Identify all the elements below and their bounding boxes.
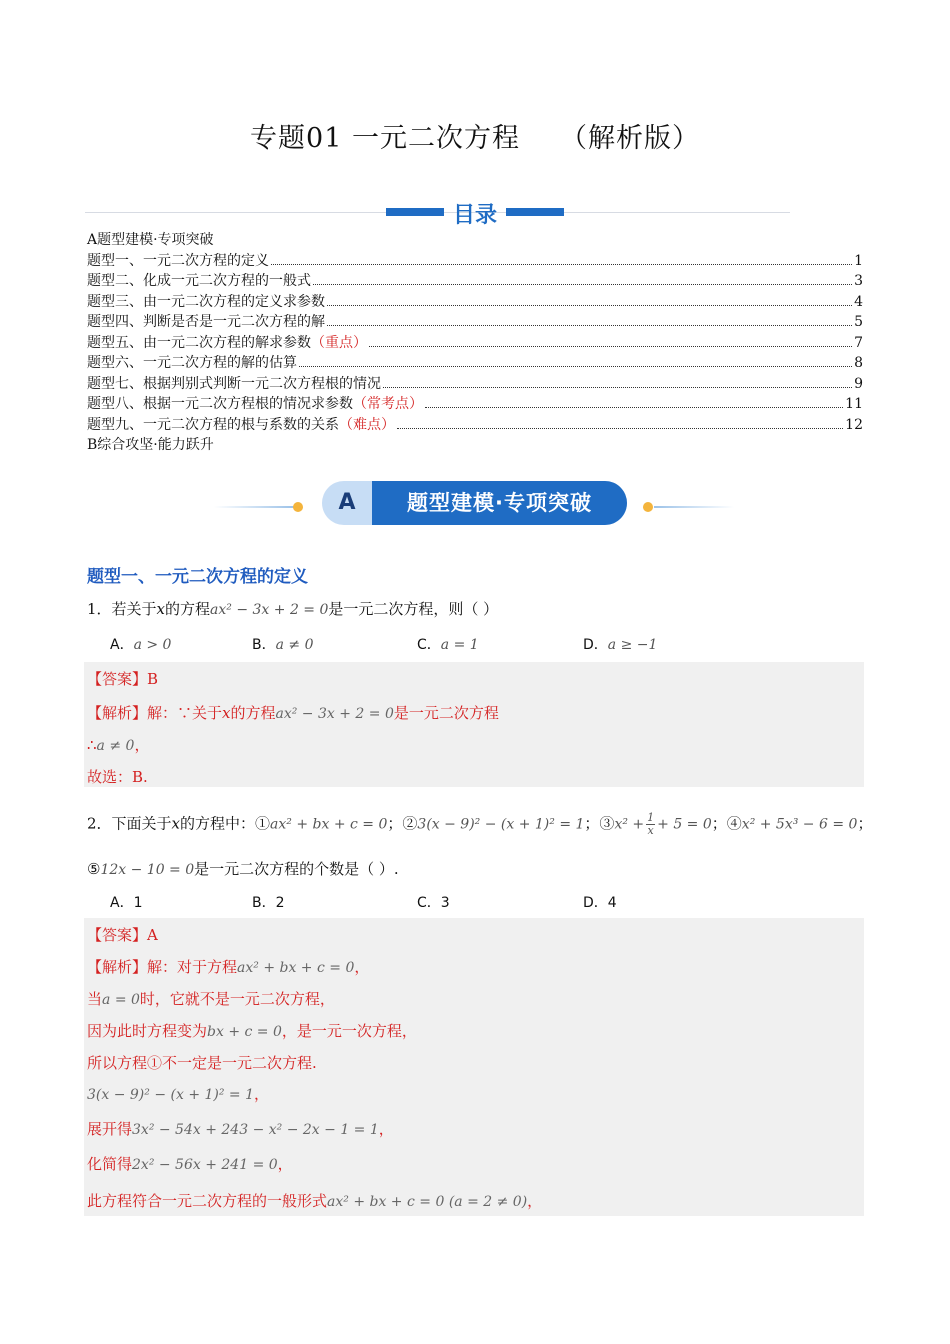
toc-bar-left <box>386 208 444 216</box>
option-label: B． <box>252 895 276 911</box>
a6-end: ， <box>378 1120 394 1138</box>
banner-line-left <box>214 506 294 508</box>
toc-section-b[interactable] <box>87 435 863 456</box>
toc-item[interactable] <box>87 251 863 272</box>
q1-analysis-suffix: 是一元二次方程 <box>393 704 499 722</box>
option-value: a ≠ 0 <box>275 637 314 653</box>
q2-line2-prefix: ⑤ <box>87 860 101 878</box>
q2-mid: 的方程中：① <box>180 814 271 833</box>
option-label: A． <box>110 637 134 653</box>
q1-prefix: 1．若关于 <box>87 600 157 618</box>
q1-answer-box <box>84 662 864 787</box>
toc-item-label: 题型六、一元二次方程的解的估算 <box>87 355 297 371</box>
q1-analysis-var: x <box>222 704 231 722</box>
q2-analysis-line2 <box>87 988 335 1009</box>
toc-item-page: 9 <box>854 375 863 392</box>
toc-item-page: 11 <box>845 396 863 412</box>
toc-item-label: 题型五、由一元二次方程的解求参数 <box>87 334 311 351</box>
toc-item[interactable] <box>87 292 863 313</box>
toc-item-page: 1 <box>854 252 863 269</box>
a5-eq: 3(x − 9)² − (x + 1)² = 1 <box>87 1087 255 1103</box>
q2-sep2: ；② <box>387 814 418 833</box>
a3-suffix: ，是一元一次方程， <box>281 1022 417 1040</box>
q2-option-b[interactable] <box>252 892 285 912</box>
q1-mid: 的方程 <box>165 600 211 618</box>
q2-eq2: 3(x − 9)² − (x + 1)² = 1 <box>417 816 585 833</box>
option-value: 2 <box>275 895 285 911</box>
toc-item-page: 5 <box>854 314 863 330</box>
toc-section-a-label: A题型建模·专项突破 <box>87 232 214 248</box>
banner-line-right <box>654 506 734 508</box>
toc-item-note: （常考点） <box>353 396 423 412</box>
toc-item-label: 题型二、化成一元二次方程的一般式 <box>87 273 311 289</box>
option-value: a = 1 <box>440 637 479 653</box>
toc-bar-right <box>506 208 564 216</box>
option-value: a ≥ −1 <box>607 637 658 653</box>
option-value: 4 <box>607 895 617 911</box>
toc-leader <box>383 386 852 388</box>
q1-answer: 【答案】B <box>87 670 159 688</box>
toc-item-label: 题型四、判断是否是一元二次方程的解 <box>87 314 325 330</box>
toc-item-label: 题型九、一元二次方程的根与系数的关系 <box>87 416 339 433</box>
toc-leader <box>327 304 852 306</box>
banner-dot-left <box>293 502 303 512</box>
a2-suffix: 时，它就不是一元二次方程， <box>139 990 335 1008</box>
q2-option-a[interactable] <box>110 892 143 912</box>
q1-option-d[interactable] <box>583 634 657 654</box>
toc-item-page: 7 <box>854 334 863 351</box>
q2-eq3b: + 5 = 0 <box>657 816 712 833</box>
a3-eq: bx + c = 0 <box>207 1024 282 1040</box>
option-label: A． <box>110 895 134 911</box>
option-label: B． <box>252 637 276 653</box>
toc-leader <box>271 263 852 265</box>
a2-prefix: 当 <box>87 990 103 1008</box>
fraction-denominator: x <box>647 824 654 837</box>
toc-item-page: 8 <box>854 355 863 371</box>
q1-option-c[interactable] <box>417 634 479 654</box>
toc-item-label: 题型八、根据一元二次方程根的情况求参数 <box>87 396 353 412</box>
therefore-symbol: ∴ <box>87 736 97 754</box>
q1-therefore-eq: a ≠ 0 <box>96 738 135 754</box>
toc-heading: 目录 <box>452 203 497 228</box>
a6-eq: 3x² − 54x + 243 − x² − 2x − 1 = 1 <box>132 1122 379 1138</box>
q1-option-a[interactable] <box>110 634 171 654</box>
option-label: C． <box>417 637 441 653</box>
a7-end: ， <box>277 1155 293 1173</box>
q2-analysis-line5 <box>87 1083 269 1104</box>
a6-prefix: 展开得 <box>87 1120 133 1138</box>
q2-analysis-line8 <box>87 1190 542 1211</box>
toc-section-b-label: B综合攻坚·能力跃升 <box>87 437 214 453</box>
toc-item[interactable] <box>87 415 863 436</box>
q2-eq3a: x² + <box>614 816 645 833</box>
q2-answer: 【答案】A <box>87 926 158 944</box>
q2-analysis-line3 <box>87 1020 417 1041</box>
toc-item-page: 3 <box>854 273 863 289</box>
a8-eq: ax² + bx + c = 0 (a = 2 ≠ 0) <box>327 1194 528 1210</box>
q2-sep4: ；④ <box>711 814 742 833</box>
toc-leader <box>313 283 852 285</box>
toc-leader <box>369 345 852 347</box>
document-title <box>0 116 950 155</box>
q1-analysis-mid: 的方程 <box>230 704 276 722</box>
q2-eq4: x² + 5x³ − 6 = 0 <box>741 816 858 833</box>
option-value: a > 0 <box>133 637 172 653</box>
q2-option-d[interactable] <box>583 892 617 912</box>
q2-eq5: 12x − 10 = 0 <box>100 862 195 878</box>
option-value: 1 <box>133 895 143 911</box>
banner-text: 题型建模·专项突破 <box>407 491 592 515</box>
question-2-stem <box>87 812 872 837</box>
q1-analysis-prefix: 【解析】解：∵关于 <box>87 704 223 722</box>
toc-item-label: 题型一、一元二次方程的定义 <box>87 252 269 269</box>
q1-option-b[interactable] <box>252 634 314 654</box>
q2-analysis-line1 <box>87 956 369 977</box>
a3-prefix: 因为此时方程变为 <box>87 1022 208 1040</box>
toc-leader <box>299 365 852 367</box>
q2-analysis-line7 <box>87 1153 293 1174</box>
q1-therefore-end: ， <box>134 736 150 754</box>
q1-suffix: 是一元二次方程，则（ ） <box>328 600 499 618</box>
banner-dot-right <box>643 502 653 512</box>
title-main: 专题01 一元二次方程 <box>250 123 520 154</box>
question-1-stem <box>87 598 498 619</box>
q2-eq1: ax² + bx + c = 0 <box>270 816 388 833</box>
q2-option-c[interactable] <box>417 892 450 912</box>
q1-analysis-eq: ax² − 3x + 2 = 0 <box>275 706 394 722</box>
toc-section-a[interactable] <box>87 230 863 251</box>
section-banner <box>0 476 950 530</box>
table-of-contents <box>87 230 863 456</box>
q2-line2-suffix: 是一元二次方程的个数是（ ）. <box>194 860 399 878</box>
toc-item-label: 题型七、根据判别式判断一元二次方程根的情况 <box>87 375 381 392</box>
a1-end: ， <box>354 958 370 976</box>
a7-prefix: 化简得 <box>87 1155 133 1173</box>
a8-end: ， <box>527 1192 543 1210</box>
toc-item[interactable] <box>87 333 863 354</box>
q1-equation: ax² − 3x + 2 = 0 <box>210 602 329 618</box>
option-label: D． <box>583 895 608 911</box>
fraction-numerator: 1 <box>647 811 655 824</box>
toc-item[interactable] <box>87 353 863 374</box>
toc-item-page: 12 <box>845 416 863 433</box>
q1-analysis <box>87 702 499 723</box>
q1-var: x <box>156 600 166 618</box>
toc-leader <box>425 406 843 408</box>
toc-item[interactable] <box>87 374 863 395</box>
toc-item-note: （重点） <box>311 334 367 351</box>
option-label: C． <box>417 895 441 911</box>
option-label: D． <box>583 637 608 653</box>
q1-therefore <box>87 734 149 755</box>
title-subtitle: （解析版） <box>559 123 700 154</box>
q2-sep5: ； <box>857 814 873 833</box>
toc-leader <box>397 427 843 429</box>
q2-prefix: 2．下面关于 <box>87 814 172 833</box>
toc-item-note: （难点） <box>339 416 395 433</box>
a1-eq: ax² + bx + c = 0 <box>237 960 355 976</box>
question-2-stem-line2 <box>87 858 399 879</box>
toc-leader <box>327 324 852 326</box>
option-value: 3 <box>440 895 450 911</box>
q2-fraction <box>646 812 655 837</box>
toc-item[interactable] <box>87 312 863 333</box>
toc-item-page: 4 <box>854 293 863 310</box>
toc-item[interactable] <box>87 271 863 292</box>
a7-eq: 2x² − 56x + 241 = 0 <box>132 1157 278 1173</box>
a5-end: ， <box>254 1085 270 1103</box>
toc-item[interactable] <box>87 394 863 415</box>
section-heading: 题型一、一元二次方程的定义 <box>87 567 308 587</box>
q1-choose: 故选：B. <box>87 768 148 786</box>
q2-sep3: ；③ <box>584 814 615 833</box>
banner-letter: A <box>338 490 356 515</box>
q2-analysis-line6 <box>87 1118 394 1139</box>
a1-prefix: 【解析】解：对于方程 <box>87 958 238 976</box>
q2-answer-box <box>84 918 864 1216</box>
a2-eq: a = 0 <box>102 992 140 1008</box>
q2-var: x <box>171 814 181 833</box>
toc-banner <box>0 198 950 228</box>
a8-prefix: 此方程符合一元二次方程的一般形式 <box>87 1192 328 1210</box>
toc-item-label: 题型三、由一元二次方程的定义求参数 <box>87 293 325 310</box>
q2-analysis-line4: 所以方程①不一定是一元二次方程. <box>87 1054 317 1072</box>
